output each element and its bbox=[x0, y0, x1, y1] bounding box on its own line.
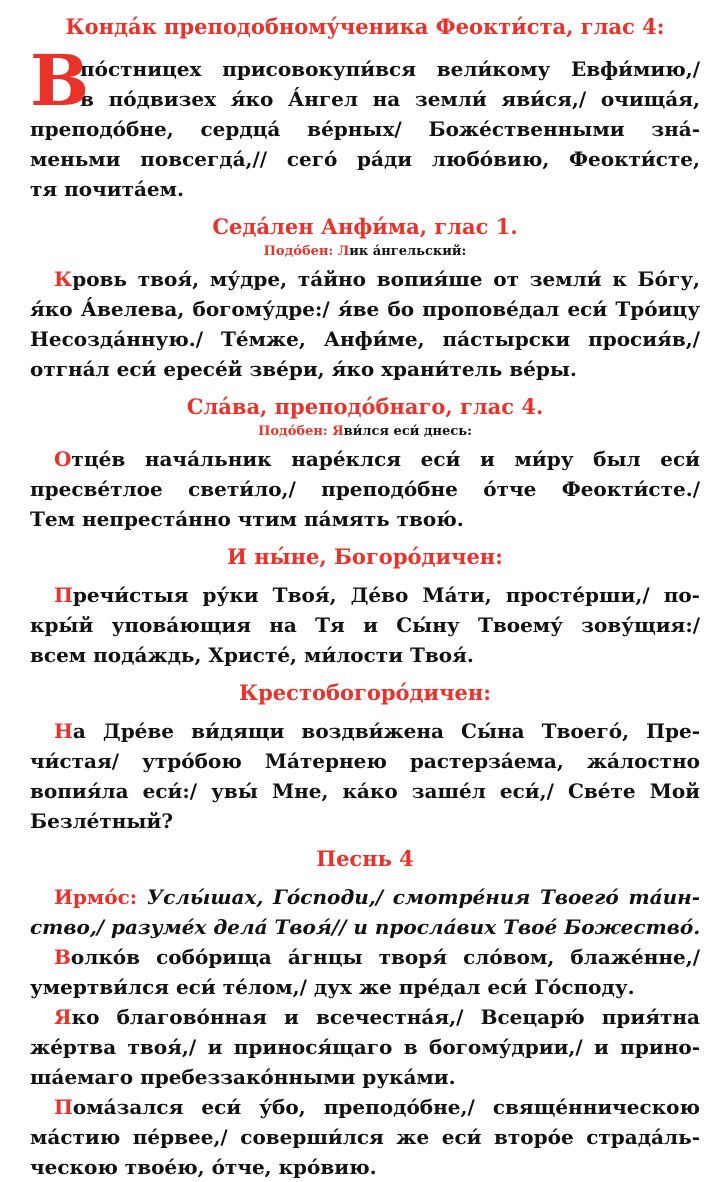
line-text: а Дре́ве ви́дящи воздви́жена Сы́на Твоего́, Пре- bbox=[72, 719, 700, 743]
line-text: олко́в собо́рища а́гнцы творя́ сло́вом, блаже́нне,/ bbox=[70, 945, 700, 969]
krestobogorodichen-line bbox=[30, 716, 700, 746]
sedalen-podoben bbox=[30, 244, 700, 260]
kondak-line: в по́двизех я́ко А́нгел на земли́ яви́ся,/ очища́я, bbox=[80, 87, 700, 111]
podoben-cap: Л bbox=[337, 244, 350, 259]
kondak-line: преподо́бне, сердца́ ве́рных/ Боже́ственными зна́- bbox=[30, 117, 700, 141]
i-nyne-line bbox=[30, 580, 700, 610]
irmos-text bbox=[30, 882, 700, 942]
podoben-text: ик а́нгельский: bbox=[349, 244, 467, 259]
slava-text bbox=[30, 444, 700, 534]
i-nyne-line: кры́й упова́ющия на Тя и Сы́ну Твоему́ зову́щия:/ bbox=[30, 613, 700, 637]
initial-letter: Н bbox=[54, 719, 73, 743]
sedalen-line: я́ко А́велева, богому́дре:/ я́ве бо пропове́дал еси́ Тро́ицу bbox=[30, 297, 700, 321]
troparion-line: ческою твое́ю, о́тче, кро́вию. bbox=[30, 1155, 377, 1179]
i-nyne-heading: И ны́не, Богоро́дичен: bbox=[227, 544, 503, 569]
troparion-2 bbox=[30, 1002, 700, 1092]
troparion-line: ма́стию пе́рвее,/ соверши́лся же еси́ второ́е страда́ль- bbox=[30, 1125, 700, 1149]
krestobogorodichen-line: чи́стая/ утро́бою Ма́тернею растерза́ема, жа́лостно bbox=[30, 749, 700, 773]
troparion-line: ша́емаго пребеззако́нными рука́ми. bbox=[30, 1065, 456, 1089]
slava-line: пресве́тлое свети́ло,/ преподо́бне о́тче Феокти́сте./ bbox=[30, 477, 700, 501]
podoben-text: ви́лся еси́ днесь: bbox=[343, 424, 472, 439]
liturgical-page bbox=[30, 14, 700, 1182]
podoben-cap: Я bbox=[332, 424, 344, 439]
line-text: тце́в нача́льник наре́клся еси́ и ми́ру был еси́ bbox=[71, 447, 700, 471]
troparion-line bbox=[30, 942, 700, 972]
initial-letter: О bbox=[54, 447, 72, 471]
sedalen-line bbox=[30, 264, 700, 294]
slava-line bbox=[30, 444, 700, 474]
sedalen-line: отгна́л еси́ ересе́й зве́ри, я́ко храни́тель ве́ры. bbox=[30, 357, 577, 381]
troparion-line bbox=[30, 1092, 700, 1122]
line-text: ома́зался еси́ у́бо, преподо́бне,/ свяще́нническою bbox=[72, 1095, 700, 1119]
slava-heading: Сла́ва, преподо́бнаго, глас 4. bbox=[186, 394, 544, 419]
irmos-line bbox=[30, 882, 700, 912]
krestobogorodichen-line: Безле́тный? bbox=[30, 809, 174, 833]
sedalen-line: Несозда́нную./ Те́мже, Анфи́ме, па́стырски просия́в,/ bbox=[30, 327, 700, 351]
initial-letter: В bbox=[54, 945, 71, 969]
irmos-label: Ирмо́с: bbox=[54, 885, 147, 909]
slava-podoben bbox=[30, 424, 700, 440]
i-nyne-text bbox=[30, 580, 700, 670]
kondak-dropcap: В bbox=[30, 39, 90, 122]
troparion-line: же́ртва твоя́,/ и принося́щаго в богому́дрии,/ и прино- bbox=[30, 1035, 700, 1059]
initial-letter: П bbox=[54, 1095, 73, 1119]
slava-line: Тем непреста́нно чтим па́мять твою́. bbox=[30, 507, 464, 531]
kondak-text bbox=[30, 39, 700, 204]
initial-letter: К bbox=[54, 267, 73, 291]
krestobogorodichen-heading: Крестобогоро́дичен: bbox=[239, 680, 491, 705]
line-text: ко благово́нная и всечестна́я,/ Всецарю́ прия́тна bbox=[71, 1005, 700, 1029]
kondak-line: по́стницех присовокупи́вся вели́кому Евфи́мию,/ bbox=[80, 57, 700, 81]
podoben-label: Подо́бен: bbox=[263, 244, 338, 259]
line-text: ровь твоя́, му́дре, та́йно вопия́ше от земли́ к Бо́гу, bbox=[72, 267, 700, 291]
podoben-label: Подо́бен: bbox=[258, 424, 333, 439]
troparion-line: умертви́лся еси́ те́лом,/ дух же пре́дал еси́ Го́споду. bbox=[30, 975, 635, 999]
kondak-line: меньми повсегда́,// сего́ ра́ди любо́вию, Феокти́сте, bbox=[30, 147, 700, 171]
pesn-heading: Песнь 4 bbox=[316, 846, 414, 871]
sedalen-text bbox=[30, 264, 700, 384]
line-text: Услы́шах, Го́споди,/ смотре́ния Твоего́ та́ин- bbox=[146, 885, 700, 909]
initial-letter: П bbox=[54, 583, 73, 607]
i-nyne-line: всем пода́ждь, Христе́, ми́лости Твоя́. bbox=[30, 643, 474, 667]
troparion-3 bbox=[30, 1092, 700, 1182]
troparion-1 bbox=[30, 942, 700, 1002]
troparion-line bbox=[30, 1002, 700, 1032]
irmos-line: ство,/ разуме́х дела́ Твоя́// и просла́вих Твое́ Божество́. bbox=[30, 915, 701, 939]
sedalen-heading: Седа́лен Анфи́ма, глас 1. bbox=[212, 214, 518, 239]
initial-letter: Я bbox=[54, 1005, 72, 1029]
kondak-heading: Конда́к преподобному́ченика Феокти́ста, глас 4: bbox=[65, 14, 665, 39]
kondak-line: тя почита́ем. bbox=[30, 177, 184, 201]
line-text: речи́стыя ру́ки Твоя́, Де́во Ма́ти, просте́рши,/ по- bbox=[72, 583, 700, 607]
krestobogorodichen-text bbox=[30, 716, 700, 836]
krestobogorodichen-line: вопия́ла еси́:/ увы́ Мне, ка́ко заше́л еси́,/ Све́те Мой bbox=[30, 779, 700, 803]
